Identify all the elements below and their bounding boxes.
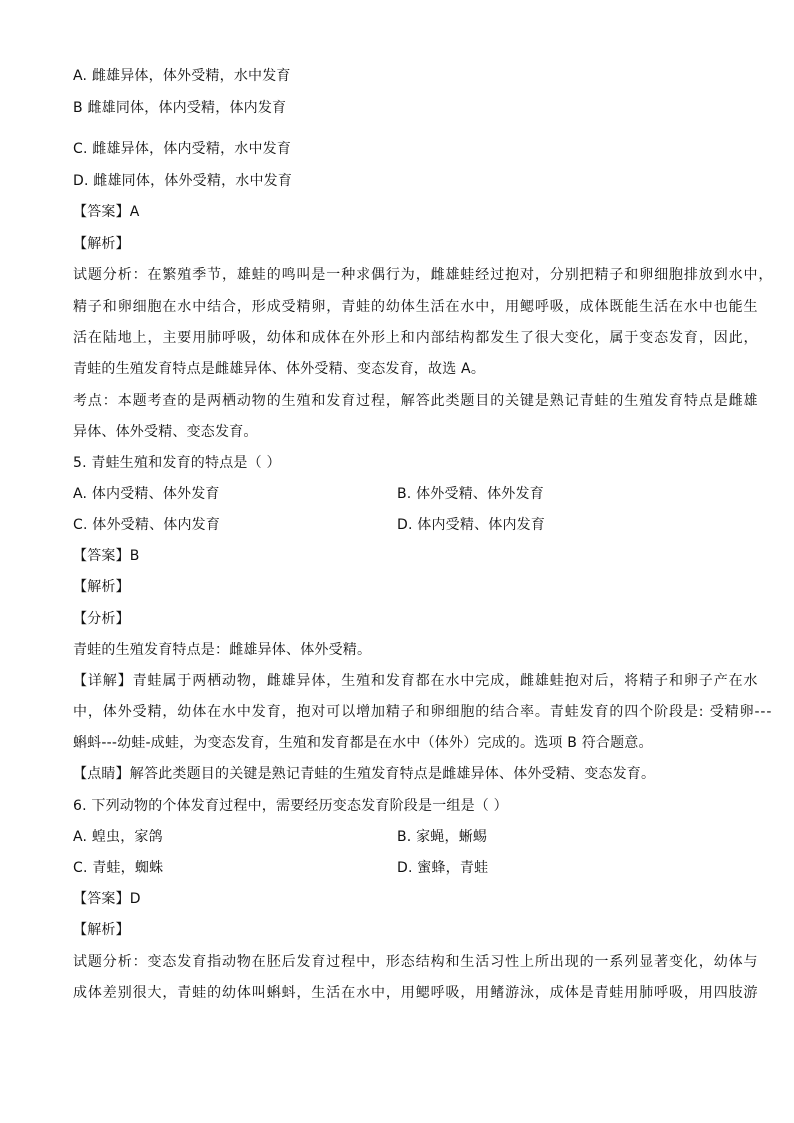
- q6-option-b: B. 家蝇，蜥蜴: [397, 829, 488, 845]
- q4-analysis-line: 青蛙的生殖发育特点是雌雄异体、体外受精、变态发育，故选 A。: [73, 361, 486, 377]
- q4-analysis-line: 活在陆地上，主要用肺呼吸，幼体和成体在外形上和内部结构都发生了很大变化，属于变态发育，因此，: [73, 330, 759, 346]
- q4-kaodian-line: 异体、体外受精、变态发育。: [73, 424, 258, 440]
- q4-option-a: A. 雌雄异体，体外受精，水中发育: [73, 68, 291, 84]
- q5-option-a: A. 体内受精、体外发育: [73, 486, 220, 502]
- q5-answer: 【答案】B: [73, 548, 140, 564]
- q5-xiangjie-line: 蝌蚪---幼蛙-成蛙，为变态发育，生殖和发育都是在水中（体外）完成的。选项 B 符合题意。: [73, 735, 653, 751]
- q5-fenxi-text: 青蛙的生殖发育特点是：雌雄异体、体外受精。: [73, 642, 372, 658]
- q6-analysis-line: 成体差别很大，青蛙的幼体叫蝌蚪，生活在水中，用鳃呼吸，用鳍游泳，成体是青蛙用肺呼吸，用四肢游: [73, 985, 759, 1001]
- q5-xiangjie-line: 中，体外受精，幼体在水中发育，抱对可以增加精子和卵细胞的结合率。青蛙发育的四个阶段是: 受精卵---: [73, 704, 773, 720]
- q6-answer: 【答案】D: [73, 891, 141, 907]
- q5-dianjing: 【点睛】解答此类题目的关键是熟记青蛙的生殖发育特点是雌雄异体、体外受精、变态发育。: [73, 766, 656, 782]
- q6-stem: 6. 下列动物的个体发育过程中，需要经历变态发育阶段是一组是（ ）: [73, 798, 508, 814]
- q6-analysis-label: 【解析】: [73, 922, 130, 938]
- q6-option-a: A. 蝗虫，家鸽: [73, 829, 163, 845]
- q5-xiangjie-line: 【详解】青蛙属于两栖动物，雌雄异体，生殖和发育都在水中完成，雌雄蛙抱对后，将精子和卵子产在水: [73, 673, 759, 689]
- q4-kaodian-line: 考点：本题考查的是两栖动物的生殖和发育过程，解答此类题目的关键是熟记青蛙的生殖发育特点是雌雄: [73, 393, 759, 409]
- q6-option-c: C. 青蛙，蜘蛛: [73, 860, 164, 876]
- q6-option-d: D. 蜜蜂，青蛙: [397, 860, 489, 876]
- q5-option-c: C. 体外受精、体内发育: [73, 517, 221, 533]
- q5-analysis-label: 【解析】: [73, 579, 130, 595]
- q4-option-c: C. 雌雄异体，体内受精，水中发育: [73, 141, 292, 157]
- q6-analysis-line: 试题分析：变态发育指动物在胚后发育过程中，形态结构和生活习性上所出现的一系列显著变化，幼体与: [73, 954, 759, 970]
- q4-analysis-label: 【解析】: [73, 236, 130, 252]
- q5-stem: 5. 青蛙生殖和发育的特点是（ ）: [73, 455, 281, 471]
- q4-analysis-line: 精子和卵细胞在水中结合，形成受精卵，青蛙的幼体生活在水中，用鳃呼吸，成体既能生活在水中也能生: [73, 299, 759, 315]
- q4-option-b: B 雌雄同体，体内受精，体内发育: [73, 100, 287, 116]
- q4-analysis-line: 试题分析：在繁殖季节，雄蛙的鸣叫是一种求偶行为，雌雄蛙经过抱对，分别把精子和卵细胞排放到水中，: [73, 267, 774, 283]
- q4-answer: 【答案】A: [73, 204, 140, 220]
- q5-option-d: D. 体内受精、体内发育: [397, 517, 546, 533]
- q4-option-d: D. 雌雄同体，体外受精，水中发育: [73, 173, 293, 189]
- q5-option-b: B. 体外受精、体外发育: [397, 486, 544, 502]
- q5-fenxi-label: 【分析】: [73, 611, 130, 627]
